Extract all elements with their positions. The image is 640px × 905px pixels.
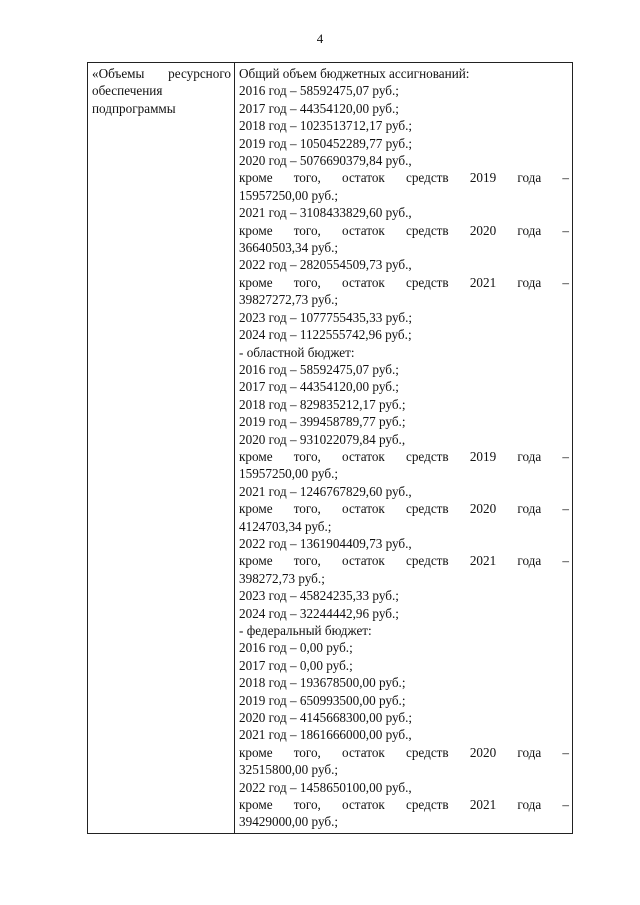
remainder-word: –: [562, 797, 569, 813]
remainder-word: 2020: [469, 501, 497, 517]
total-end-block: [239, 309, 569, 344]
remainder-word: 2019: [469, 448, 497, 464]
remainder-word: остаток: [342, 553, 385, 569]
remainder-amount: 39827272,73 руб.;: [239, 292, 339, 308]
year-line: 2022 год – 1458650100,00 руб.,: [239, 779, 412, 795]
remainder-word: средств: [405, 797, 449, 813]
year-line: 2021 год – 1861666000,00 руб.,: [239, 727, 412, 743]
remainder-word: остаток: [342, 222, 385, 238]
label-line: подпрограммы: [92, 100, 176, 116]
remainder-word: остаток: [342, 170, 385, 186]
year-line: 2024 год – 1122555742,96 руб.;: [239, 327, 412, 343]
remainder-word: кроме: [239, 170, 273, 186]
remainder-word: остаток: [342, 501, 385, 517]
remainder-word: остаток: [342, 274, 385, 290]
year-line: 2024 год – 32244442,96 руб.;: [239, 605, 399, 621]
label-line: [92, 65, 231, 82]
remainder-word: 2020: [469, 744, 497, 760]
remainder-word: того,: [293, 501, 321, 517]
year-line: 2020 год – 931022079,84 руб.,: [239, 431, 406, 447]
remainder-word: года: [517, 274, 542, 290]
regional-block: [239, 361, 569, 448]
intro-line: Общий объем бюджетных ассигнований:: [239, 66, 470, 81]
regional-title: - областной бюджет:: [239, 344, 355, 360]
remainder-word: кроме: [239, 553, 273, 569]
remainder-word: 2021: [469, 553, 497, 569]
label-word: ресурсного: [168, 66, 231, 81]
year-line: 2019 год – 399458789,77 руб.;: [239, 414, 406, 430]
remainder-word: кроме: [239, 797, 273, 813]
resource-table: [87, 62, 573, 834]
remainder-word: того,: [293, 222, 321, 238]
remainder-amount: 398272,73 руб.;: [239, 570, 325, 586]
remainder-amount: 36640503,34 руб.;: [239, 240, 339, 256]
federal-block: [239, 639, 569, 743]
remainder-word: кроме: [239, 222, 273, 238]
remainder-line: [239, 448, 569, 465]
year-line: 2017 год – 44354120,00 руб.;: [239, 100, 399, 116]
remainder-line: [239, 500, 569, 517]
remainder-word: –: [562, 448, 569, 464]
remainder-word: 2020: [469, 222, 497, 238]
label-word: «Объемы: [92, 66, 145, 81]
remainder-word: средств: [405, 170, 449, 186]
remainder-word: средств: [405, 222, 449, 238]
remainder-line: [239, 552, 569, 569]
label-cell: [88, 63, 235, 834]
remainder-word: года: [517, 797, 542, 813]
remainder-line: [239, 222, 569, 239]
year-line: 2019 год – 650993500,00 руб.;: [239, 692, 406, 708]
remainder-line: [239, 274, 569, 291]
remainder-word: того,: [293, 744, 321, 760]
remainder-word: года: [517, 222, 542, 238]
remainder-word: остаток: [342, 744, 385, 760]
remainder-word: 2021: [469, 274, 497, 290]
remainder-amount: 15957250,00 руб.;: [239, 466, 339, 482]
year-line: 2021 год – 1246767829,60 руб.,: [239, 483, 412, 499]
year-line: 2017 год – 0,00 руб.;: [239, 657, 353, 673]
remainder-word: средств: [405, 553, 449, 569]
remainder-word: того,: [293, 553, 321, 569]
year-line: 2018 год – 829835212,17 руб.;: [239, 396, 406, 412]
year-line: 2016 год – 58592475,07 руб.;: [239, 83, 399, 99]
total-block: [239, 82, 569, 169]
remainder-word: года: [517, 501, 542, 517]
remainder-word: –: [562, 553, 569, 569]
remainder-word: 2019: [469, 170, 497, 186]
year-line: 2016 год – 58592475,07 руб.;: [239, 361, 399, 377]
remainder-word: –: [562, 744, 569, 760]
remainder-amount: 32515800,00 руб.;: [239, 762, 339, 778]
year-line: 2018 год – 1023513712,17 руб.;: [239, 118, 413, 134]
remainder-word: того,: [293, 448, 321, 464]
remainder-word: года: [517, 448, 542, 464]
year-line: 2019 год – 1050452289,77 руб.;: [239, 135, 413, 151]
remainder-word: года: [517, 170, 542, 186]
remainder-amount: 4124703,34 руб.;: [239, 518, 332, 534]
remainder-word: 2021: [469, 797, 497, 813]
year-line: 2020 год – 5076690379,84 руб.,: [239, 153, 412, 169]
remainder-word: кроме: [239, 274, 273, 290]
remainder-word: –: [562, 222, 569, 238]
page-number: 4: [316, 31, 324, 46]
remainder-word: –: [562, 501, 569, 517]
year-line: 2022 год – 1361904409,73 руб.,: [239, 535, 412, 551]
remainder-line: [239, 169, 569, 186]
remainder-word: средств: [405, 744, 449, 760]
content-cell: [235, 63, 573, 834]
remainder-word: года: [517, 744, 542, 760]
remainder-word: –: [562, 274, 569, 290]
year-line: 2017 год – 44354120,00 руб.;: [239, 379, 399, 395]
year-line: 2020 год – 4145668300,00 руб.;: [239, 710, 413, 726]
year-line: 2016 год – 0,00 руб.;: [239, 640, 353, 656]
label-line: обеспечения: [92, 83, 163, 99]
year-line: 2023 год – 1077755435,33 руб.;: [239, 309, 413, 325]
remainder-word: средств: [405, 274, 449, 290]
year-line: 2021 год – 3108433829,60 руб.,: [239, 205, 412, 221]
remainder-word: средств: [405, 448, 449, 464]
remainder-word: кроме: [239, 744, 273, 760]
remainder-word: кроме: [239, 448, 273, 464]
regional-end-block: [239, 587, 569, 622]
remainder-word: того,: [293, 170, 321, 186]
year-line: 2018 год – 193678500,00 руб.;: [239, 675, 406, 691]
year-line: 2023 год – 45824235,33 руб.;: [239, 588, 399, 604]
remainder-word: остаток: [342, 448, 385, 464]
remainder-word: года: [517, 553, 542, 569]
remainder-amount: 15957250,00 руб.;: [239, 187, 339, 203]
remainder-word: средств: [405, 501, 449, 517]
remainder-word: того,: [293, 797, 321, 813]
remainder-line: [239, 796, 569, 813]
remainder-word: кроме: [239, 501, 273, 517]
remainder-word: –: [562, 170, 569, 186]
table-row: [88, 63, 573, 834]
remainder-word: остаток: [342, 797, 385, 813]
year-line: 2022 год – 2820554509,73 руб.,: [239, 257, 412, 273]
remainder-amount: 39429000,00 руб.;: [239, 814, 339, 830]
remainder-word: того,: [293, 274, 321, 290]
remainder-line: [239, 744, 569, 761]
federal-title: - федеральный бюджет:: [239, 623, 372, 638]
